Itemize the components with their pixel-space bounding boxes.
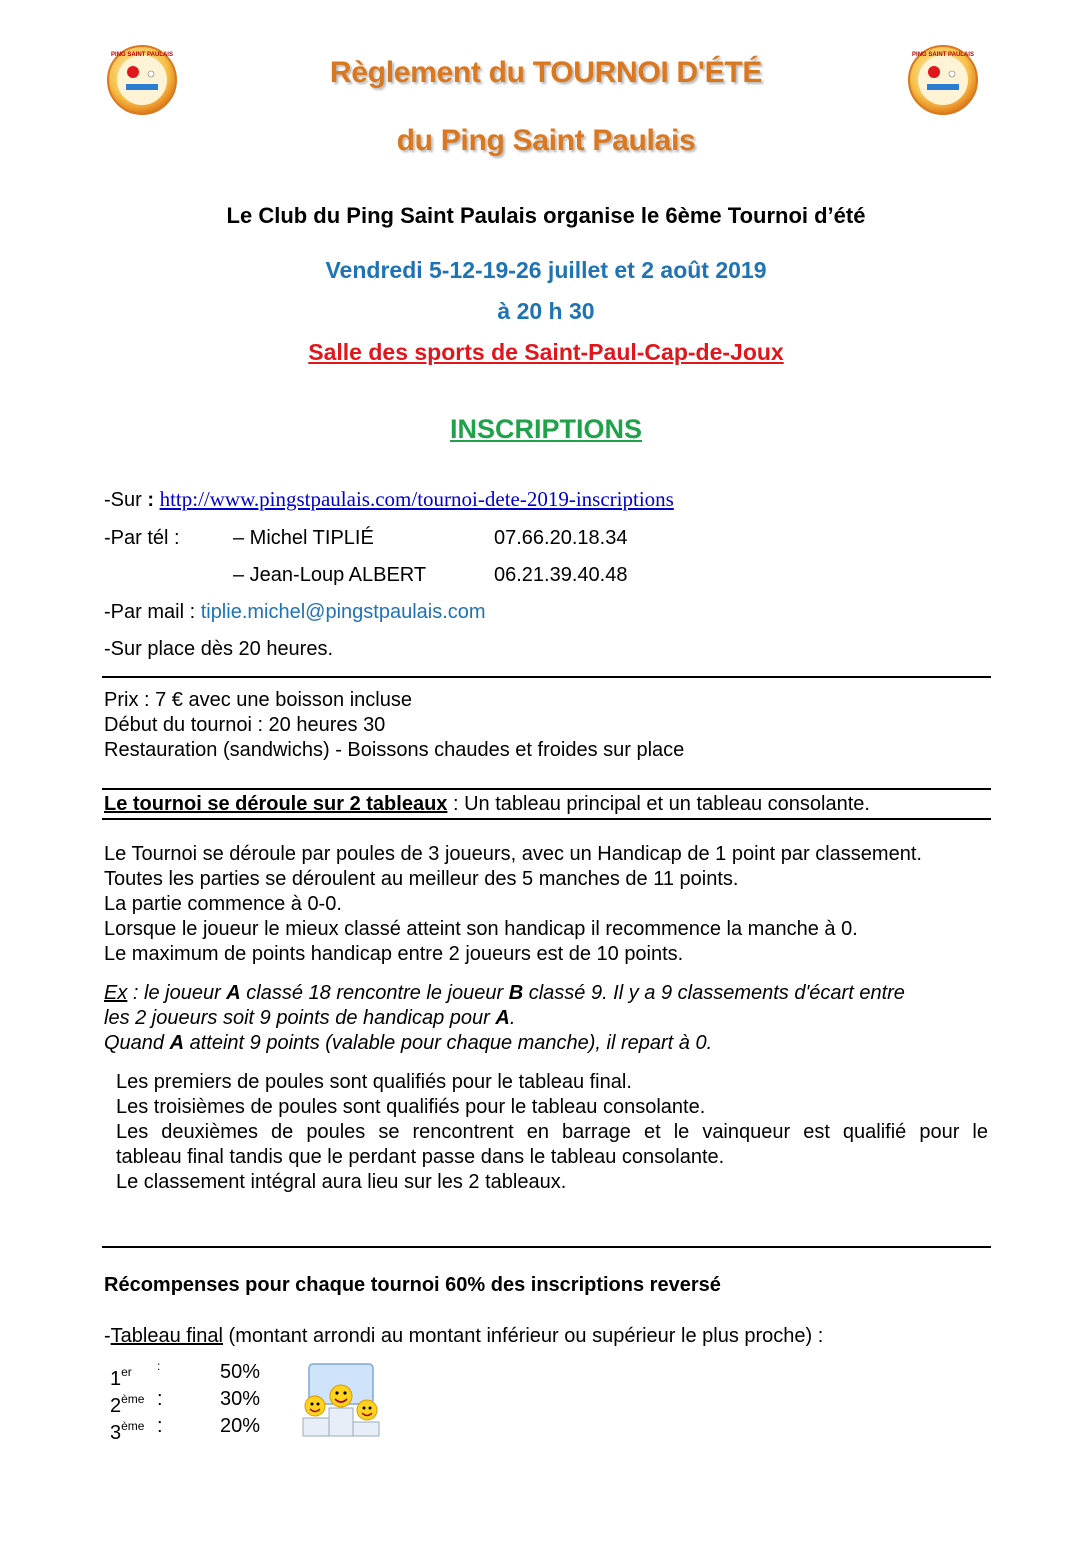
example-text: Quand bbox=[104, 1032, 170, 1054]
place-3 bbox=[110, 1414, 144, 1446]
info-start: Début du tournoi : 20 heures 30 bbox=[104, 714, 386, 736]
example-text: les 2 joueurs soit 9 points de handicap pour bbox=[104, 1007, 496, 1029]
divider bbox=[102, 676, 991, 678]
example-line-1 bbox=[104, 981, 905, 1006]
intro-dates: Vendredi 5-12-19-26 juillet et 2 août 2019 bbox=[325, 257, 767, 283]
place-colon: : bbox=[157, 1388, 163, 1410]
mail-line bbox=[104, 600, 486, 625]
divider bbox=[102, 1246, 991, 1248]
onsite-line: -Sur place dès 20 heures. bbox=[104, 638, 334, 660]
example-player-a: A bbox=[226, 982, 241, 1004]
example-player-a: A bbox=[169, 1032, 185, 1054]
example-text: atteint 9 points (valable pour chaque manche), il repart à 0. bbox=[184, 1032, 713, 1054]
podium-smileys-icon bbox=[295, 1362, 387, 1438]
place-pct-2: 30% bbox=[220, 1388, 261, 1410]
place-pct-3: 20% bbox=[220, 1415, 261, 1437]
final-label: Tableau final bbox=[110, 1325, 223, 1347]
final-note: (montant arrondi au montant inférieur ou supérieur le plus proche) : bbox=[222, 1325, 824, 1347]
svg-text:PING SAINT PAULAIS: PING SAINT PAULAIS bbox=[111, 52, 173, 58]
tableaux-line bbox=[104, 792, 870, 817]
rule-4: Lorsque le joueur le mieux classé atteint son handicap il recommence la manche à 0. bbox=[104, 918, 858, 940]
qualif-block bbox=[116, 1070, 988, 1195]
place-colon: : bbox=[157, 1415, 163, 1437]
contact-name-2: – Jean-Loup ALBERT bbox=[233, 564, 427, 586]
tableaux-bold: Le tournoi se déroule sur 2 tableaux bbox=[104, 793, 448, 815]
web-colon: : bbox=[147, 489, 155, 511]
info-food: Restauration (sandwichs) - Boissons chaudes et froides sur place bbox=[104, 739, 685, 761]
rule-2: Toutes les parties se déroulent au meilleur des 5 manches de 11 points. bbox=[104, 868, 739, 890]
contact-name-1: – Michel TIPLIÉ bbox=[233, 527, 374, 549]
web-label: -Sur bbox=[104, 489, 142, 511]
example-block bbox=[104, 981, 905, 1056]
example-line-2 bbox=[104, 1006, 905, 1031]
info-price: Prix : 7 € avec une boisson incluse bbox=[104, 689, 412, 711]
place-sup: ème bbox=[121, 1419, 145, 1433]
rule-1: Le Tournoi se déroule par poules de 3 joueurs, avec un Handicap de 1 point par classement. bbox=[104, 843, 922, 865]
mail-link[interactable]: tiplie.michel@pingstpaulais.com bbox=[200, 601, 486, 623]
example-player-a: A bbox=[495, 1007, 510, 1029]
tableau-final-line bbox=[104, 1324, 823, 1349]
page-title-line1: Règlement du TOURNOI D'ÉTÉ bbox=[329, 56, 763, 89]
mail-label: -Par mail : bbox=[104, 601, 196, 623]
divider bbox=[102, 788, 991, 790]
rule-3: La partie commence à 0-0. bbox=[104, 893, 342, 915]
place-sup: er bbox=[121, 1365, 132, 1379]
example-line-3 bbox=[104, 1031, 905, 1056]
inscription-web-line bbox=[104, 487, 674, 513]
inscriptions-heading: INSCRIPTIONS bbox=[449, 414, 643, 444]
inscription-url-link[interactable]: http://www.pingstpaulais.com/tournoi-dete-2019-inscriptions bbox=[159, 487, 674, 511]
rule-5: Le maximum de points handicap entre 2 joueurs est de 10 points. bbox=[104, 943, 684, 965]
example-text: classé 18 rencontre le joueur bbox=[240, 982, 509, 1004]
example-ex: Ex bbox=[104, 982, 128, 1004]
page-title-line2: du Ping Saint Paulais bbox=[396, 124, 696, 157]
example-player-b: B bbox=[508, 982, 524, 1004]
contact-phone-1: 07.66.20.18.34 bbox=[494, 527, 628, 549]
intro-organise: Le Club du Ping Saint Paulais organise le 6ème Tournoi d’été bbox=[226, 203, 866, 228]
qualif-3: Les deuxièmes de poules se rencontrent en barrage et le vainqueur est qualifié pour le bbox=[116, 1121, 988, 1143]
place-num: 2 bbox=[110, 1395, 122, 1417]
final-prefix: - bbox=[104, 1325, 111, 1347]
place-sup: ème bbox=[121, 1392, 145, 1406]
rewards-heading: Récompenses pour chaque tournoi 60% des inscriptions reversé bbox=[104, 1274, 721, 1296]
place-num: 1 bbox=[110, 1368, 122, 1390]
place-pct-1: 50% bbox=[220, 1361, 261, 1383]
divider bbox=[102, 818, 991, 820]
place-num: 3 bbox=[110, 1422, 122, 1444]
intro-venue: Salle des sports de Saint-Paul-Cap-de-Joux bbox=[308, 339, 784, 365]
qualif-1: Les premiers de poules sont qualifiés pour le tableau final. bbox=[116, 1071, 632, 1093]
tel-label: -Par tél : bbox=[104, 527, 180, 549]
qualif-2: Les troisièmes de poules sont qualifiés pour le tableau consolante. bbox=[116, 1096, 706, 1118]
place-colon: : bbox=[157, 1359, 161, 1373]
qualif-5: Le classement intégral aura lieu sur les 2 tableaux. bbox=[116, 1171, 567, 1193]
infos-block bbox=[104, 688, 684, 763]
contact-phone-2: 06.21.39.40.48 bbox=[494, 564, 628, 586]
tableaux-rest: : Un tableau principal et un tableau consolante. bbox=[447, 793, 870, 815]
rules-block bbox=[104, 842, 922, 967]
example-text: : le joueur bbox=[127, 982, 227, 1004]
qualif-4: tableau final tandis que le perdant passe dans le tableau consolante. bbox=[116, 1146, 725, 1168]
svg-text:PING SAINT PAULAIS: PING SAINT PAULAIS bbox=[912, 52, 974, 58]
example-text: . bbox=[509, 1007, 516, 1029]
intro-time: à 20 h 30 bbox=[497, 298, 595, 324]
example-text: classé 9. Il y a 9 classements d'écart entre bbox=[523, 982, 905, 1004]
